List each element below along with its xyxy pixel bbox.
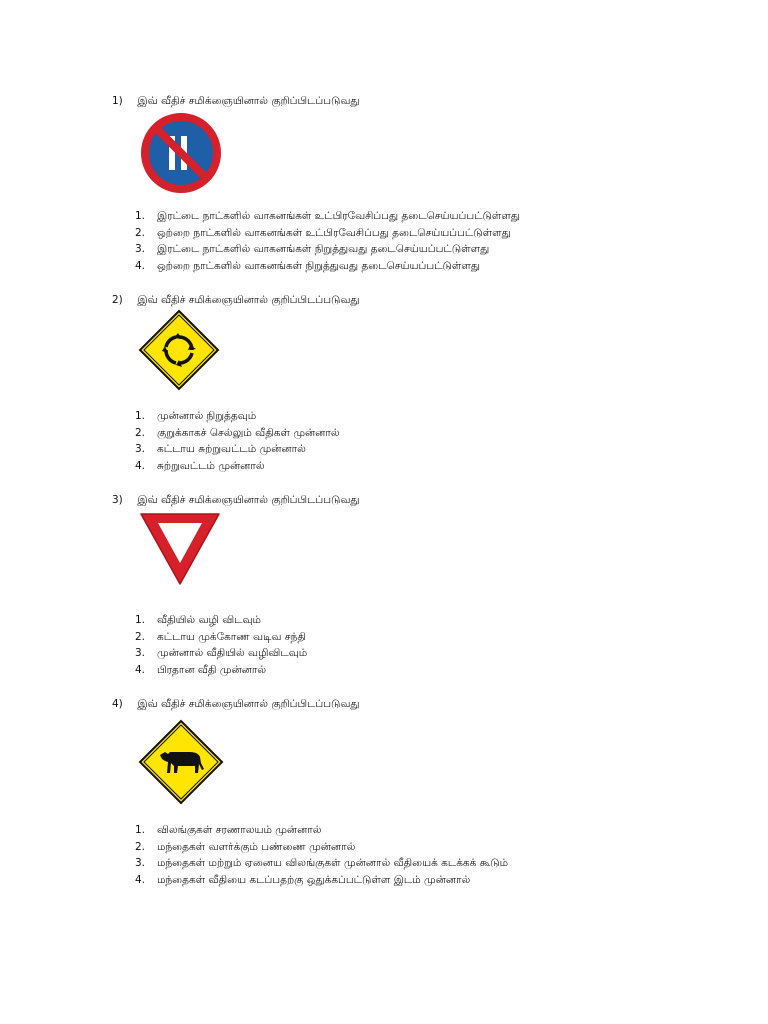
question-line — [112, 293, 360, 307]
option-text: முன்னால் நிறுத்தவும் — [157, 410, 257, 422]
option-number: 4. — [135, 873, 146, 886]
option-2[interactable] — [135, 425, 340, 442]
option-number: 1. — [135, 824, 146, 836]
option-2[interactable] — [135, 839, 508, 856]
option-number: 1. — [135, 614, 146, 626]
option-1[interactable] — [135, 208, 520, 225]
option-text: விலங்குகள் சரணாலயம் முன்னால் — [157, 824, 322, 836]
question-line — [112, 697, 360, 711]
option-number: 2. — [135, 840, 146, 853]
roundabout-ahead-icon — [138, 309, 220, 391]
option-number: 3. — [135, 857, 146, 869]
option-text: சுற்றுவட்டம் முன்னால் — [157, 459, 265, 472]
option-text: இரட்டை நாட்களில் வாகனங்கள் உட்பிரவேசிப்பது தடைசெய்யப்பட்டுள்ளது — [157, 210, 520, 222]
option-text: கட்டாய சுற்றுவட்டம் முன்னால் — [157, 443, 306, 455]
option-text: ஒற்றை நாட்களில் வாகனங்கள் நிறுத்துவது தடைசெய்யப்பட்டுள்ளது — [157, 259, 480, 272]
question-text: இவ் வீதிச் சமிக்ஞையினால் குறிப்பிடப்படுவது — [137, 494, 360, 506]
option-3[interactable] — [135, 441, 340, 458]
option-1[interactable] — [135, 408, 340, 425]
option-4[interactable] — [135, 258, 520, 275]
option-1[interactable] — [135, 612, 307, 629]
option-text: பிரதான வீதி முன்னால் — [157, 663, 267, 676]
option-1[interactable] — [135, 822, 508, 839]
option-2[interactable] — [135, 225, 520, 242]
options-list — [135, 612, 307, 678]
option-number: 1. — [135, 210, 146, 222]
option-number: 2. — [135, 630, 146, 643]
option-2[interactable] — [135, 629, 307, 646]
options-list — [135, 408, 340, 474]
question-number: 1) — [112, 95, 123, 107]
option-text: இரட்டை நாட்களில் வாகனங்கள் நிறுத்துவது தடைசெய்யப்பட்டுள்ளது — [157, 243, 490, 255]
option-text: முன்னால் வீதியில் வழிவிடவும் — [157, 647, 308, 659]
option-number: 3. — [135, 647, 146, 659]
question-line — [112, 94, 360, 108]
option-number: 3. — [135, 243, 146, 255]
option-number: 4. — [135, 459, 146, 472]
option-number: 1. — [135, 410, 146, 422]
question-number: 4) — [112, 698, 123, 710]
option-4[interactable] — [135, 872, 508, 889]
question-line — [112, 493, 360, 507]
option-3[interactable] — [135, 855, 508, 872]
option-3[interactable] — [135, 645, 307, 662]
question-text: இவ் வீதிச் சமிக்ஞையினால் குறிப்பிடப்படுவது — [137, 294, 360, 306]
option-text: மந்தைகள் மற்றும் ஏனைய விலங்குகள் முன்னால் வீதியைக் கடக்கக் கூடும் — [157, 857, 509, 869]
option-4[interactable] — [135, 662, 307, 679]
option-number: 4. — [135, 259, 146, 272]
option-text: மந்தைகள் வீதியை கடப்பதற்கு ஒதுக்கப்பட்டுள்ள இடம் முன்னால் — [157, 873, 471, 886]
question-text: இவ் வீதிச் சமிக்ஞையினால் குறிப்பிடப்படுவது — [137, 698, 360, 710]
no-parking-even-days-icon — [140, 112, 222, 194]
give-way-icon — [138, 511, 222, 587]
question-number: 3) — [112, 494, 123, 506]
question-number: 2) — [112, 294, 123, 306]
option-text: ஒற்றை நாட்களில் வாகனங்கள் உட்பிரவேசிப்பது தடைசெய்யப்பட்டுள்ளது — [157, 226, 511, 239]
option-text: வீதியில் வழி விடவும் — [157, 614, 262, 626]
cattle-crossing-icon — [138, 719, 224, 805]
option-number: 3. — [135, 443, 146, 455]
option-3[interactable] — [135, 241, 520, 258]
option-text: மந்தைகள் வளர்க்கும் பண்ணை முன்னால் — [157, 840, 356, 853]
question-text: இவ் வீதிச் சமிக்ஞையினால் குறிப்பிடப்படுவது — [137, 95, 360, 107]
option-text: குறுக்காகச் செல்லும் வீதிகள் முன்னால் — [157, 426, 340, 439]
options-list — [135, 208, 520, 274]
option-text: கட்டாய முக்கோண வடிவ சந்தி — [157, 630, 306, 643]
option-4[interactable] — [135, 458, 340, 475]
options-list — [135, 822, 508, 888]
option-number: 2. — [135, 226, 146, 239]
option-number: 2. — [135, 426, 146, 439]
option-number: 4. — [135, 663, 146, 676]
